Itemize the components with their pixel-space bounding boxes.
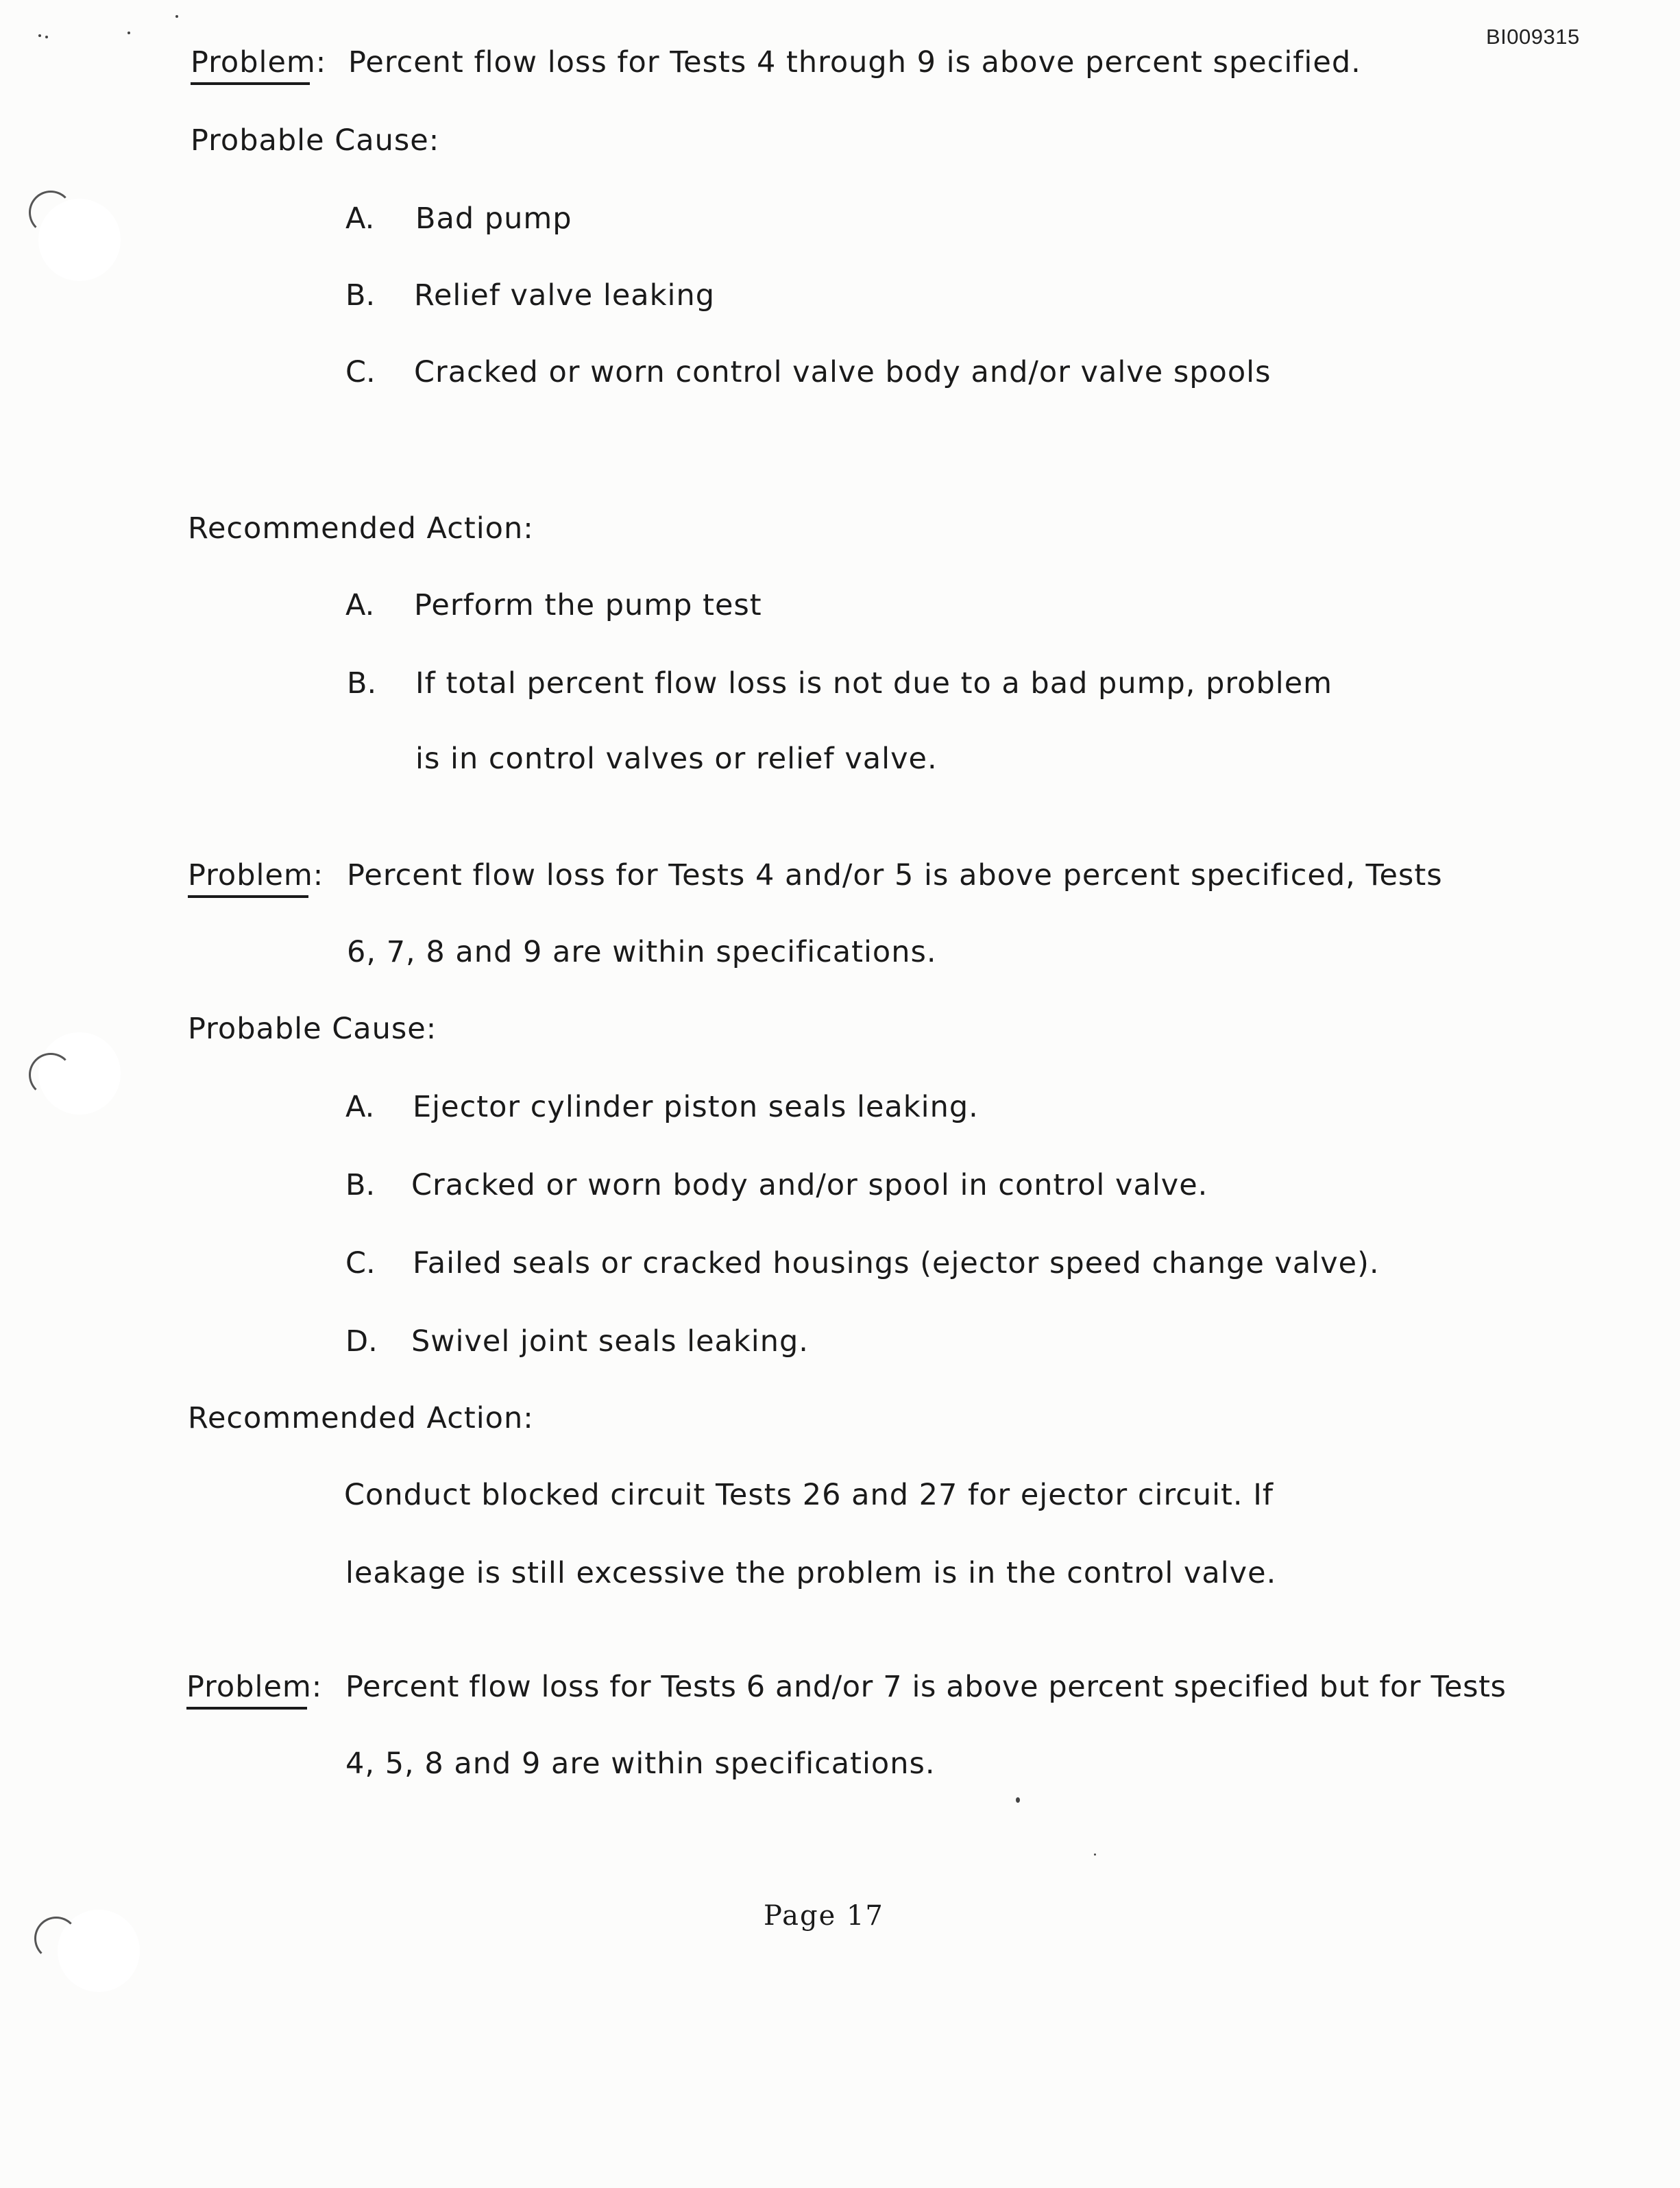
page-number: Page 17: [764, 1900, 884, 1932]
problem-text-line-2: 4, 5, 8 and 9 are within specifications.: [345, 1747, 936, 1781]
cause-text-b: Relief valve leaking: [414, 278, 716, 313]
probable-cause-heading: Probable Cause:: [191, 123, 440, 158]
cause-letter-b: B.: [345, 278, 376, 313]
cause-letter-a: A.: [345, 202, 375, 236]
problem-label: Problem:: [186, 1670, 323, 1704]
problem-text-line-1: Percent flow loss for Tests 4 and/or 5 is above percent specificed, Tests: [347, 858, 1443, 892]
problem-text-line-1: Percent flow loss for Tests 6 and/or 7 is above percent specified but for Tests: [345, 1670, 1507, 1704]
punch-hole-middle-edge: [29, 1053, 73, 1097]
action-text-a: Perform the pump test: [414, 588, 762, 622]
scan-speck: [45, 36, 48, 38]
cause-letter-d: D.: [345, 1324, 378, 1359]
scan-speck: [175, 15, 178, 18]
cause-text-a: Bad pump: [415, 202, 572, 236]
scan-speck: [1094, 1853, 1096, 1856]
problem-label: Problem:: [188, 858, 324, 892]
scan-speck: [1016, 1797, 1020, 1803]
cause-text-c: Failed seals or cracked housings (ejector speed change valve).: [413, 1246, 1380, 1280]
scan-speck: [127, 32, 130, 34]
problem-label-underline: [191, 82, 310, 85]
action-letter-b: B.: [347, 666, 377, 701]
punch-hole-top-edge: [29, 191, 73, 234]
probable-cause-heading: Probable Cause:: [188, 1012, 437, 1046]
problem-label: Problem:: [191, 45, 327, 80]
action-text-b: If total percent flow loss is not due to a bad pump, problem: [415, 666, 1333, 701]
problem-text-line-2: 6, 7, 8 and 9 are within specifications.: [347, 935, 937, 969]
scan-speck: [38, 34, 41, 37]
punch-hole-bottom-edge: [34, 1917, 78, 1960]
problem-label-underline: [188, 895, 308, 898]
cause-text-d: Swivel joint seals leaking.: [411, 1324, 809, 1359]
problem-text: Percent flow loss for Tests 4 through 9 is above percent specified.: [348, 45, 1361, 80]
cause-text-c: Cracked or worn control valve body and/or valve spools: [414, 355, 1271, 389]
recommended-action-heading: Recommended Action:: [188, 1401, 534, 1435]
action-text-line-1: Conduct blocked circuit Tests 26 and 27 for ejector circuit. If: [344, 1478, 1274, 1512]
cause-letter-c: C.: [345, 355, 376, 389]
recommended-action-heading: Recommended Action:: [188, 511, 534, 546]
action-letter-a: A.: [345, 588, 375, 622]
cause-letter-a: A.: [345, 1090, 375, 1124]
cause-text-a: Ejector cylinder piston seals leaking.: [413, 1090, 979, 1124]
cause-letter-c: C.: [345, 1246, 376, 1280]
cause-text-b: Cracked or worn body and/or spool in control valve.: [411, 1168, 1208, 1202]
document-id: BI009315: [1486, 25, 1580, 49]
action-text-line-2: leakage is still excessive the problem is in the control valve.: [345, 1556, 1277, 1590]
action-text-b-continuation: is in control valves or relief valve.: [415, 742, 938, 776]
problem-label-underline: [186, 1707, 307, 1710]
cause-letter-b: B.: [345, 1168, 376, 1202]
